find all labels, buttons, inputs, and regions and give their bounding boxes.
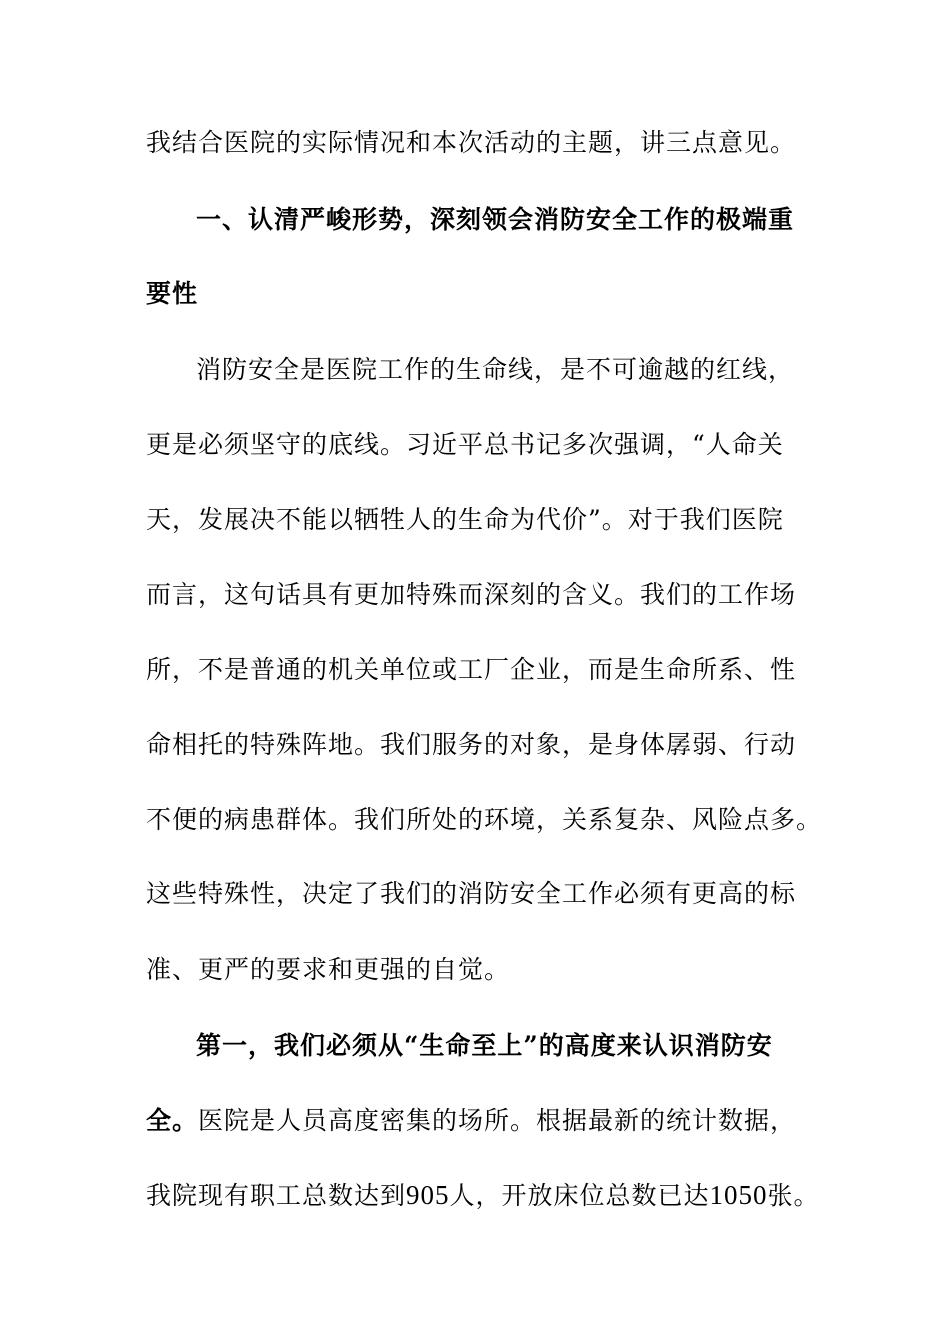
bed-count-unit: 张。 bbox=[767, 1181, 820, 1210]
staff-count-text: 我院现有职工总数达到 bbox=[146, 1181, 407, 1210]
paragraph-line-11: 这些特殊性，决定了我们的消防安全工作必须有更高的标 bbox=[146, 879, 797, 908]
paragraph-line-5: 更是必须坚守的底线。习近平总书记多次强调，“人命关 bbox=[146, 430, 784, 459]
bed-count-text: 人，开放床位总数已达 bbox=[449, 1181, 710, 1210]
paragraph-line-10: 不便的病患群体。我们所处的环境，关系复杂、风险点多。 bbox=[146, 805, 823, 834]
section-heading-line-1: 一、认清严峻形势，深刻领会消防安全工作的极端重 bbox=[196, 205, 795, 234]
subheading-end: 全。 bbox=[146, 1106, 199, 1135]
paragraph-line-14 bbox=[146, 1106, 796, 1136]
subheading-line-13: 第一，我们必须从“生命至上”的高度来认识消防安 bbox=[196, 1031, 773, 1060]
section-heading-line-2: 要性 bbox=[146, 279, 199, 308]
staff-count-number: 905 bbox=[406, 1180, 450, 1210]
paragraph-line-1: 我结合医院的实际情况和本次活动的主题，讲三点意见。 bbox=[146, 128, 797, 157]
paragraph-line-14-text: 医院是人员高度密集的场所。根据最新的统计数据， bbox=[198, 1106, 797, 1135]
paragraph-line-4: 消防安全是医院工作的生命线，是不可逾越的红线， bbox=[196, 355, 795, 384]
paragraph-line-8: 所，不是普通的机关单位或工厂企业，而是生命所系、性 bbox=[146, 655, 797, 684]
paragraph-line-6: 天，发展决不能以牺牲人的生命为代价”。对于我们医院 bbox=[146, 505, 784, 534]
paragraph-line-12: 准、更严的要求和更强的自觉。 bbox=[146, 955, 511, 984]
paragraph-line-9: 命相托的特殊阵地。我们服务的对象，是身体孱弱、行动 bbox=[146, 730, 797, 759]
paragraph-line-15 bbox=[146, 1180, 820, 1211]
paragraph-line-7: 而言，这句话具有更加特殊而深刻的含义。我们的工作场 bbox=[146, 580, 797, 609]
bed-count-number: 1050 bbox=[709, 1180, 768, 1210]
